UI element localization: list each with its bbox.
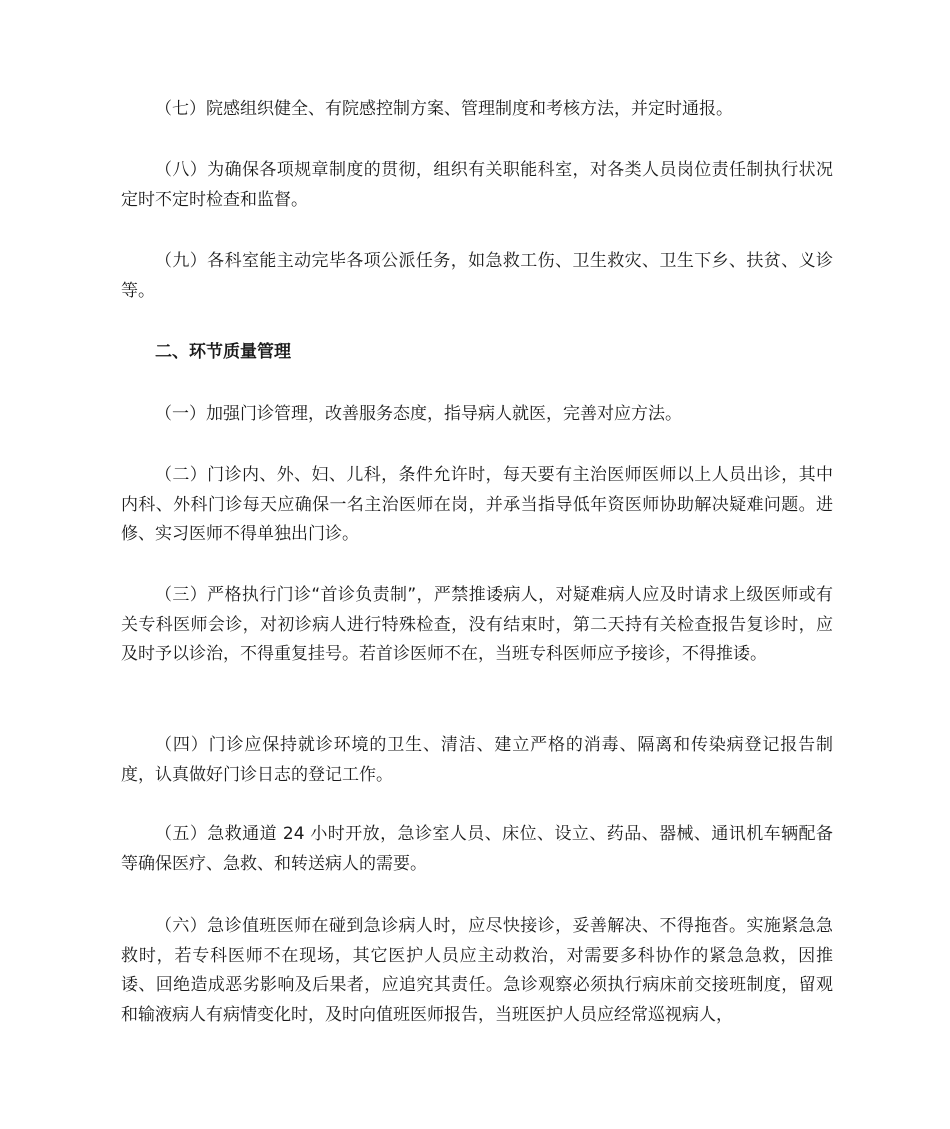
section-heading: 二、环节质量管理	[155, 342, 291, 362]
paragraph-3: （三）严格执行门诊“首诊负责制”，严禁推诿病人，对疑难病人应及时请求上级医师或有关专科医师会诊，对初诊病人进行特殊检查，没有结束时，第二天持有关检查报告复诊时，应及时予以诊治，不得重复挂号。若首诊医师不在，当班专科医师应予接诊，不得推诿。	[121, 585, 833, 664]
paragraph-2: （二）门诊内、外、妇、儿科，条件允许时，每天要有主治医师医师以上人员出诊，其中内科、外科门诊每天应确保一名主治医师在岗，并承当指导低年资医师协助解决疑难问题。进修、实习医师不得单独出门诊。	[121, 465, 833, 544]
paragraph-6: （六）急诊值班医师在碰到急诊病人时，应尽快接诊，妥善解决、不得拖沓。实施紧急急救时，若专科医师不在现场，其它医护人员应主动救治，对需要多科协作的紧急急救，因推诿、回绝造成恶劣影响及后果者，应追究其责任。急诊观察必须执行病床前交接班制度，留观和输液病人有病情变化时，及时向值班医师报告，当班医护人员应经常巡视病人，	[121, 916, 833, 1025]
paragraph-7: （七）院感组织健全、有院感控制方案、管理制度和考核方法，并定时通报。	[155, 99, 733, 119]
paragraph-5: （五）急救通道 24 小时开放，急诊室人员、床位、设立、药品、器械、通讯机车辆配备等确保医疗、急救、和转送病人的需要。	[121, 824, 833, 874]
paragraph-9: （九）各科室能主动完毕各项公派任务，如急救工伤、卫生救灾、卫生下乡、扶贫、义诊等。	[121, 251, 833, 301]
paragraph-1: （一）加强门诊管理，改善服务态度，指导病人就医，完善对应方法。	[155, 404, 682, 424]
paragraph-4: （四）门诊应保持就诊环境的卫生、清洁、建立严格的消毒、隔离和传染病登记报告制度，认真做好门诊日志的登记工作。	[121, 735, 833, 785]
paragraph-8: （八）为确保各项规章制度的贯彻，组织有关职能科室，对各类人员岗位责任制执行状况定时不定时检查和监督。	[121, 160, 833, 210]
